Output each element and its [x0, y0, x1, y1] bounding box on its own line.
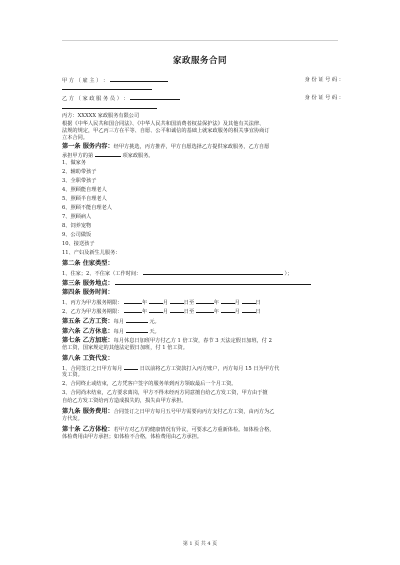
date-field[interactable] — [242, 307, 256, 313]
list-item: 6、照顾不能自理老人 — [62, 205, 112, 211]
list-item: 11、产妇及新生儿服务： — [62, 250, 121, 256]
article-4-row-1: 1、丙方为甲方服务期限： 年 月 日至 年 月 日 — [62, 300, 261, 306]
preamble-line-1: 根据《中华人民共和国合同法》、《中华人民共和国消费者权益保护法》及其他有关法律、 — [62, 121, 265, 127]
party-a-extra-row — [62, 84, 344, 93]
salary-field[interactable] — [126, 317, 148, 323]
article-5-title: 第五条 乙方工资： — [62, 318, 114, 325]
party-b-label: 乙 方 （ 家 政 服 务 员 ） ： — [62, 96, 129, 102]
article-7-title: 第七条 乙方加班： — [62, 337, 114, 344]
article-10-row-2: 体检费用由甲方承担；如体检不合格，体检费用由乙方承担。 — [62, 434, 203, 440]
article-1-text-2b: 项家政服务。 — [122, 153, 154, 159]
article-6-row: 第六条 乙方休息：每月 天。 — [62, 328, 160, 335]
date-field[interactable] — [124, 298, 142, 304]
date-field[interactable] — [124, 307, 142, 313]
list-item: 10、接送孩子 — [62, 241, 95, 247]
article-2-title: 第二条 住家类型： — [62, 260, 114, 267]
date-field[interactable] — [149, 298, 163, 304]
article-8-row-3: 3、合同尚未结束，乙方要求离岗，甲方不得未经丙方同意擅自给乙方发工资，甲方由于擅 — [62, 390, 268, 396]
article-10-title: 第十条 乙方体检： — [62, 426, 114, 433]
party-a-field[interactable] — [110, 76, 168, 82]
article-2-end: ）； — [284, 271, 293, 277]
party-b-row — [62, 94, 344, 103]
list-item: 9、公司做饭 — [62, 232, 92, 238]
article-8-row-1: 1、合同签订之日甲方每月 日以前将乙方工资款打入丙方账户，丙方每月 15 日为甲方代 — [62, 366, 280, 372]
list-item: 2、辅助带孩子 — [62, 169, 97, 175]
rest-days-field[interactable] — [126, 327, 148, 333]
list-item: 7、照顾病人 — [62, 214, 92, 220]
work-hours-field[interactable] — [143, 269, 283, 275]
article-1-title: 第一条 服务内容： — [62, 143, 114, 150]
list-item: 8、饲养宠物 — [62, 223, 92, 229]
article-3-title: 第三条 服务地点： — [62, 280, 114, 287]
list-item: 4、照顾能自理老人 — [62, 187, 107, 193]
party-a-id-label: 身 份 证 号 码 ： — [304, 77, 344, 83]
article-6-title: 第六条 乙方休息： — [62, 328, 114, 335]
article-7-row: 第七条 乙方加班：每月休息日加班甲方付乙方 1 倍工资，春节 3 天法定假日加班，付 2 — [62, 337, 272, 344]
article-2-row — [62, 269, 344, 278]
article-1-row-2 — [62, 151, 344, 160]
date-field[interactable] — [170, 307, 184, 313]
date-field[interactable] — [242, 298, 256, 304]
header-rule — [62, 40, 338, 41]
article-4-title: 第四条 服务时间： — [62, 289, 114, 296]
preamble-line-3: 立本合同。 — [62, 135, 88, 141]
date-field[interactable] — [196, 298, 214, 304]
service-location-field[interactable] — [115, 279, 311, 285]
pay-day-field[interactable] — [124, 364, 138, 370]
list-item: 3、全职带孩子 — [62, 178, 97, 184]
party-b-extra-row — [62, 103, 344, 112]
preamble-line-2: 法规的规定，甲乙丙三方在平等、自愿、公平和诚信的基础上就家政服务的相关事宜协商订 — [62, 128, 270, 134]
article-9-row-2: 方代发。 — [62, 416, 83, 422]
date-field[interactable] — [149, 307, 163, 313]
article-5-row: 第五条 乙方工资：每月 元。 — [62, 318, 160, 325]
service-item-field[interactable] — [95, 151, 121, 157]
party-a-label: 甲 方 （ 雇 主 ） ： — [62, 78, 109, 84]
party-b-id-label: 身 份 证 号 码 ： — [304, 95, 344, 101]
list-item: 1、做家务 — [62, 160, 87, 166]
article-3-row — [62, 279, 344, 288]
article-8-row-2: 2、合同终止或结束，乙方凭客户签字的服务单到丙方领取最后一个月工资。 — [62, 381, 237, 387]
date-field[interactable] — [221, 307, 235, 313]
list-item: 5、照顾半自理老人 — [62, 196, 107, 202]
party-b-extra-field[interactable] — [62, 103, 157, 109]
page-title: 家政服务合同 — [172, 56, 227, 66]
article-1-row — [62, 143, 344, 151]
party-b-field[interactable] — [130, 94, 180, 100]
article-2-text: 1、住家；2、不住家（工作时间： — [62, 271, 142, 277]
article-8-row-1b: 发工资。 — [62, 372, 83, 378]
date-field[interactable] — [170, 298, 184, 304]
article-4-row-2: 2、乙方为甲方服务期限： 年 月 日至 年 月 日 — [62, 309, 261, 315]
article-7-row-2: 倍工资，国家规定的其他法定假日加班，付 1 倍工资。 — [62, 345, 188, 351]
party-a-extra-field[interactable] — [62, 84, 152, 90]
article-8-row-3b: 自给乙方发工资给丙方造成损失的，损失由甲方承担。 — [62, 398, 187, 404]
date-field[interactable] — [221, 298, 235, 304]
date-field[interactable] — [196, 307, 214, 313]
article-1-text: 经甲方挑选，丙方推荐，甲方自愿选择乙方提供家政服务，乙方自愿 — [113, 144, 270, 150]
article-1-text-2a: 承担甲方的第 — [62, 153, 94, 159]
article-8-title: 第八条 工资代发： — [62, 355, 114, 362]
article-9-row: 第九条 服务费用：合同签订之日甲方每月五号甲方需要向丙方支付乙方工资，由丙方为乙 — [62, 408, 275, 415]
party-c-line: 丙方：XXXXX 家政服务有限公司 — [62, 113, 140, 119]
article-9-title: 第九条 服务费用： — [62, 408, 114, 415]
article-10-row: 第十条 乙方体检：若甲方对乙方的健康情况有异议，可要求乙方重新体检。如体检合格， — [62, 426, 275, 433]
page-footer: 第 1 页 共 4 页 — [182, 541, 218, 547]
